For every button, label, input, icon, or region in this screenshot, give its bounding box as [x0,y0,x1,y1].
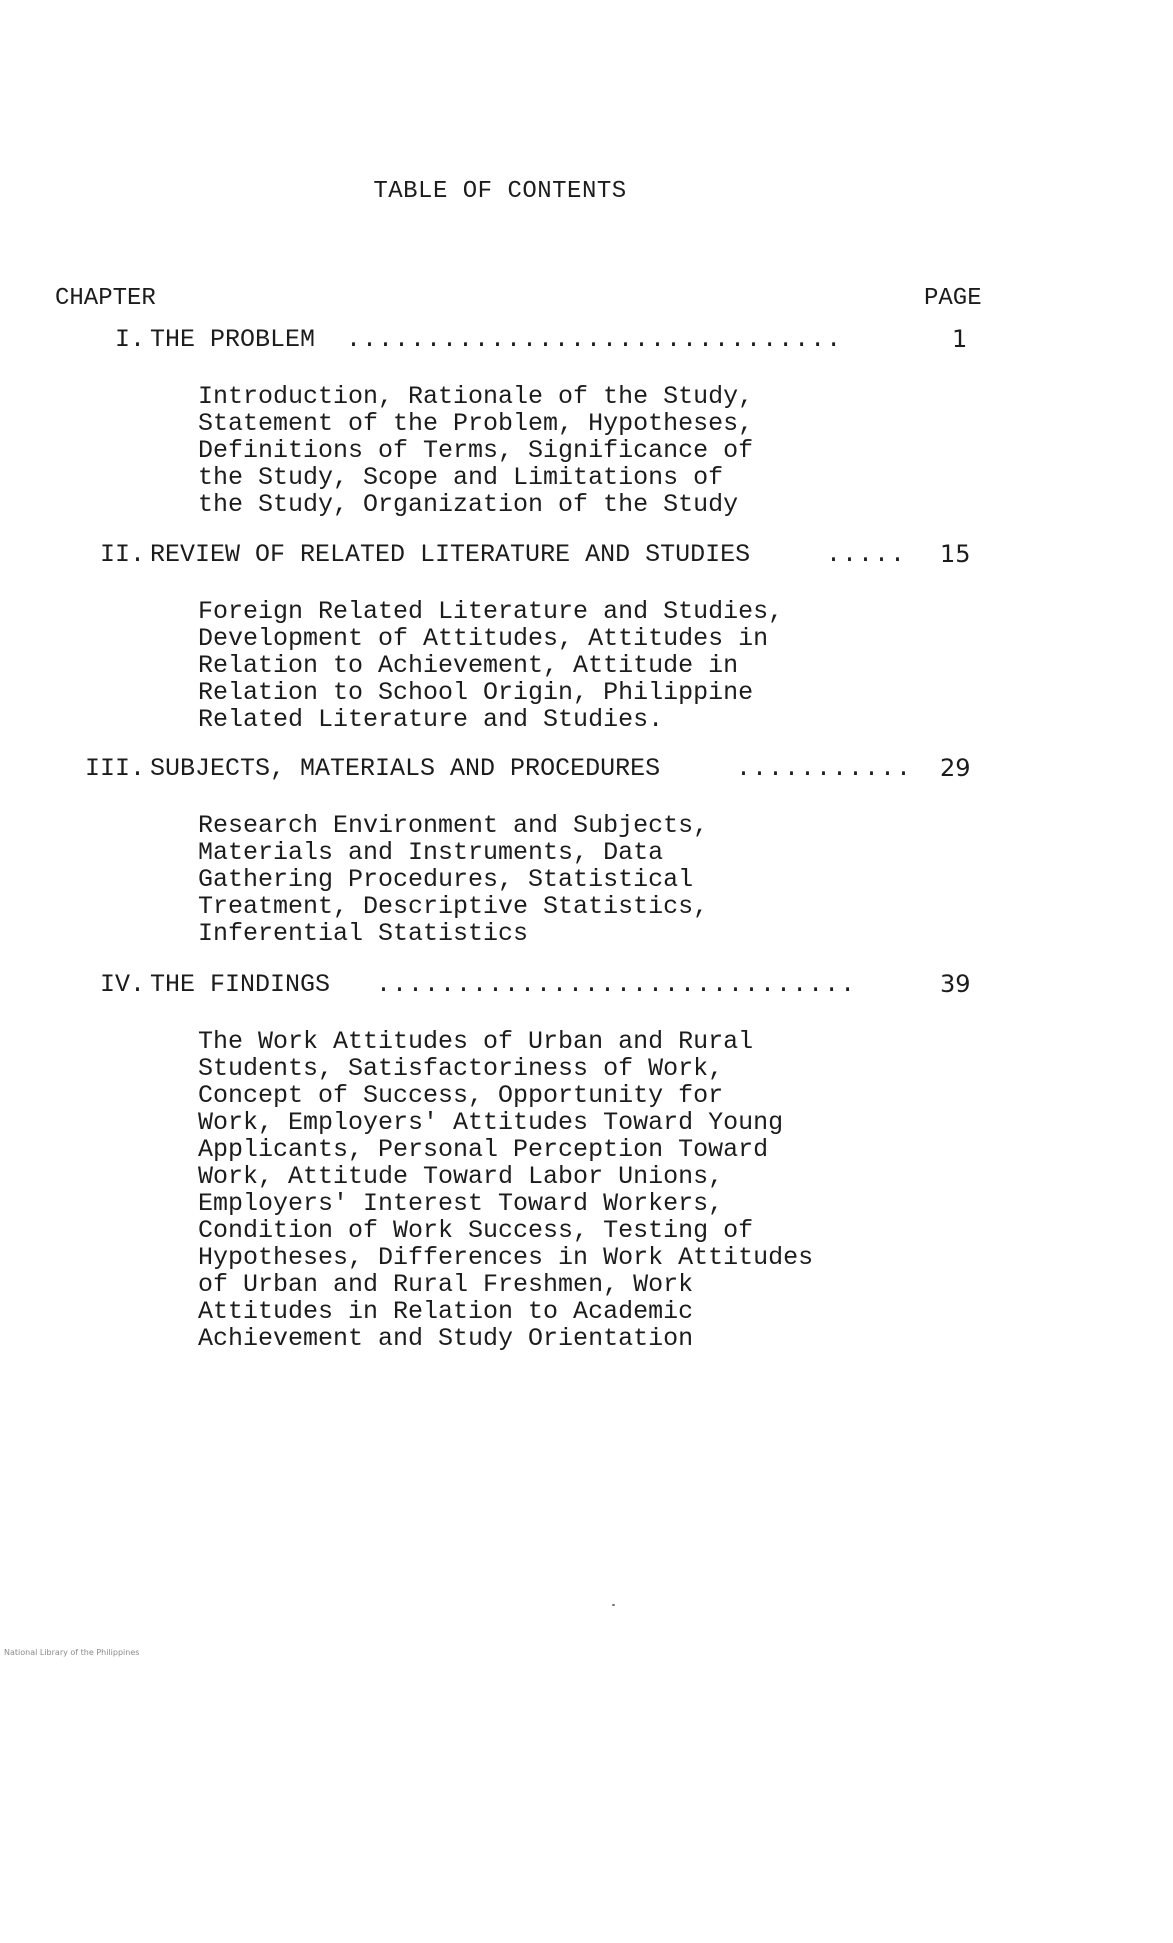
chapter-title: THE FINDINGS [150,970,331,999]
scan-footer: National Library of the Philippines [4,1648,140,1657]
chapter-numeral: III. [84,754,145,783]
chapter-page-number: 15 [940,540,971,568]
dot-leader: .............................. [376,970,857,999]
dot-leader: ..... [826,540,907,569]
chapter-description: Research Environment and Subjects, Materials and Instruments, Data Gathering Procedures, Statistical Treatment, Descriptive Statistics, Inferential Statistics [198,811,709,948]
chapter-page-number: 39 [940,970,971,998]
chapter-description: Introduction, Rationale of the Study, Statement of the Problem, Hypotheses, Definitions of Terms, Significance of the Study, Scope and Limitations of the Study, Organization of the Study [198,382,754,519]
chapter-title: SUBJECTS, MATERIALS AND PROCEDURES [150,754,661,783]
scan-speck [612,1604,615,1606]
chapter-description: The Work Attitudes of Urban and Rural Students, Satisfactoriness of Work, Concept of Success, Opportunity for Work, Employers' Attitudes Toward Young Applicants, Personal Perception Toward Work, Attitude Toward Labor Unions, Employers' Interest Toward Workers, Condition of Work Success, Testing of Hypotheses, Differences in Work Attitudes of Urban and Rural Freshmen, Work Attitudes in Relation to Academic Achievement and Study Orientation [198,1027,814,1353]
dot-leader: ............................... [346,325,843,354]
chapter-title: REVIEW OF RELATED LITERATURE AND STUDIES [150,540,751,569]
toc-entry-chapter-4 [0,970,1173,1004]
dot-leader: ........... [736,754,913,783]
chapter-numeral: IV. [99,970,145,999]
chapter-numeral: I. [114,325,145,354]
chapter-numeral: II. [99,540,145,569]
page-column-header: PAGE [924,285,982,312]
chapter-page-number: 29 [940,754,971,782]
toc-entry-chapter-3 [0,754,1173,788]
chapter-title: THE PROBLEM [150,325,316,354]
page-title: TABLE OF CONTENTS [373,178,627,205]
toc-entry-chapter-1 [0,325,1173,359]
chapter-column-header: CHAPTER [55,285,156,312]
chapter-page-number: 1 [952,325,968,353]
chapter-description: Foreign Related Literature and Studies, Development of Attitudes, Attitudes in Relation to Achievement, Attitude in Relation to School Origin, Philippine Related Literature and Studies. [198,597,784,734]
toc-entry-chapter-2 [0,540,1173,574]
